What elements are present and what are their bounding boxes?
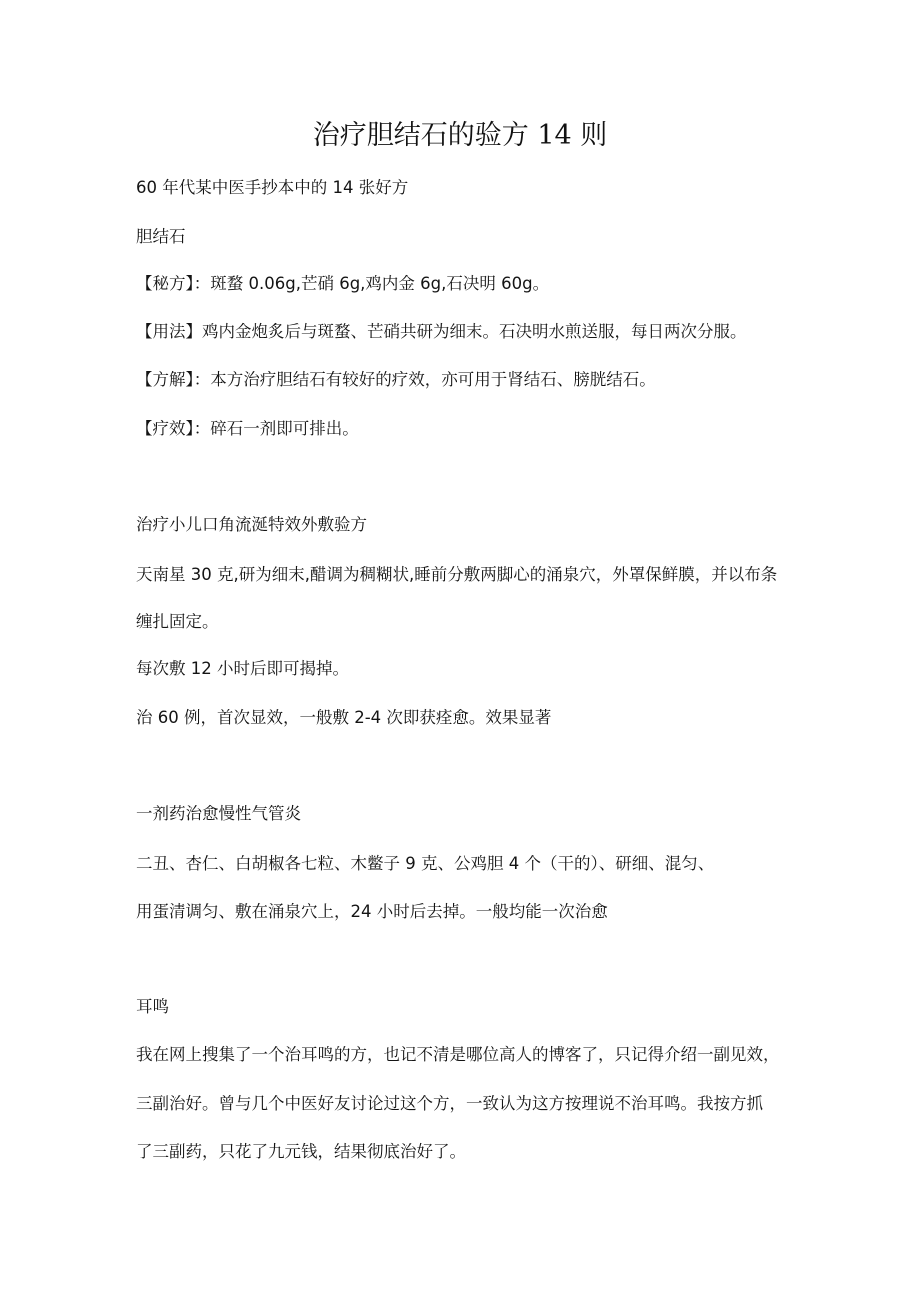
paragraph-line: 缠扎固定。 (136, 612, 219, 631)
section-heading-bronchitis: 一剂药治愈慢性气管炎 (136, 804, 301, 823)
section-heading-drooling: 治疗小儿口角流涎特效外敷验方 (136, 515, 367, 534)
explanation-text: 【方解】：本方治疗胆结石有较好的疗效，亦可用于肾结石、膀胱结石。 (136, 370, 656, 389)
paragraph-line: 天南星 30 克,研为细末,醋调为稠糊状,睡前分敷两脚心的涌泉穴，外罩保鲜膜，并以布条 (136, 565, 778, 584)
paragraph-line: 用蛋清调匀、敷在涌泉穴上，24 小时后去掉。一般均能一次治愈 (136, 902, 608, 921)
section-heading-gallstone: 胆结石 (136, 227, 186, 246)
intro-text: 60 年代某中医手抄本中的 14 张好方 (136, 178, 409, 197)
efficacy-text: 【疗效】：碎石一剂即可排出。 (136, 419, 359, 438)
paragraph-line: 二丑、杏仁、白胡椒各七粒、木鳖子 9 克、公鸡胆 4 个（干的）、研细、混匀、 (136, 854, 715, 873)
usage-text: 【用法】鸡内金炮炙后与斑蝥、芒硝共研为细末。石决明水煎送服，每日两次分服。 (136, 322, 747, 341)
paragraph-line: 三副治好。曾与几个中医好友讨论过这个方，一致认为这方按理说不治耳鸣。我按方抓 (136, 1094, 763, 1113)
section-heading-tinnitus: 耳鸣 (136, 997, 169, 1016)
document-title: 治疗胆结石的验方 14 则 (312, 120, 608, 151)
secret-recipe-text: 【秘方】：斑蝥 0.06g,芒硝 6g,鸡内金 6g,石决明 60g。 (136, 274, 550, 293)
paragraph-line: 我在网上搜集了一个治耳鸣的方，也记不清是哪位高人的博客了，只记得介绍一副见效， (136, 1045, 780, 1064)
paragraph-line: 治 60 例，首次显效，一般敷 2-4 次即获痊愈。效果显著 (136, 708, 552, 727)
paragraph-line: 了三副药，只花了九元钱，结果彻底治好了。 (136, 1142, 466, 1161)
paragraph-line: 每次敷 12 小时后即可揭掉。 (136, 659, 349, 678)
